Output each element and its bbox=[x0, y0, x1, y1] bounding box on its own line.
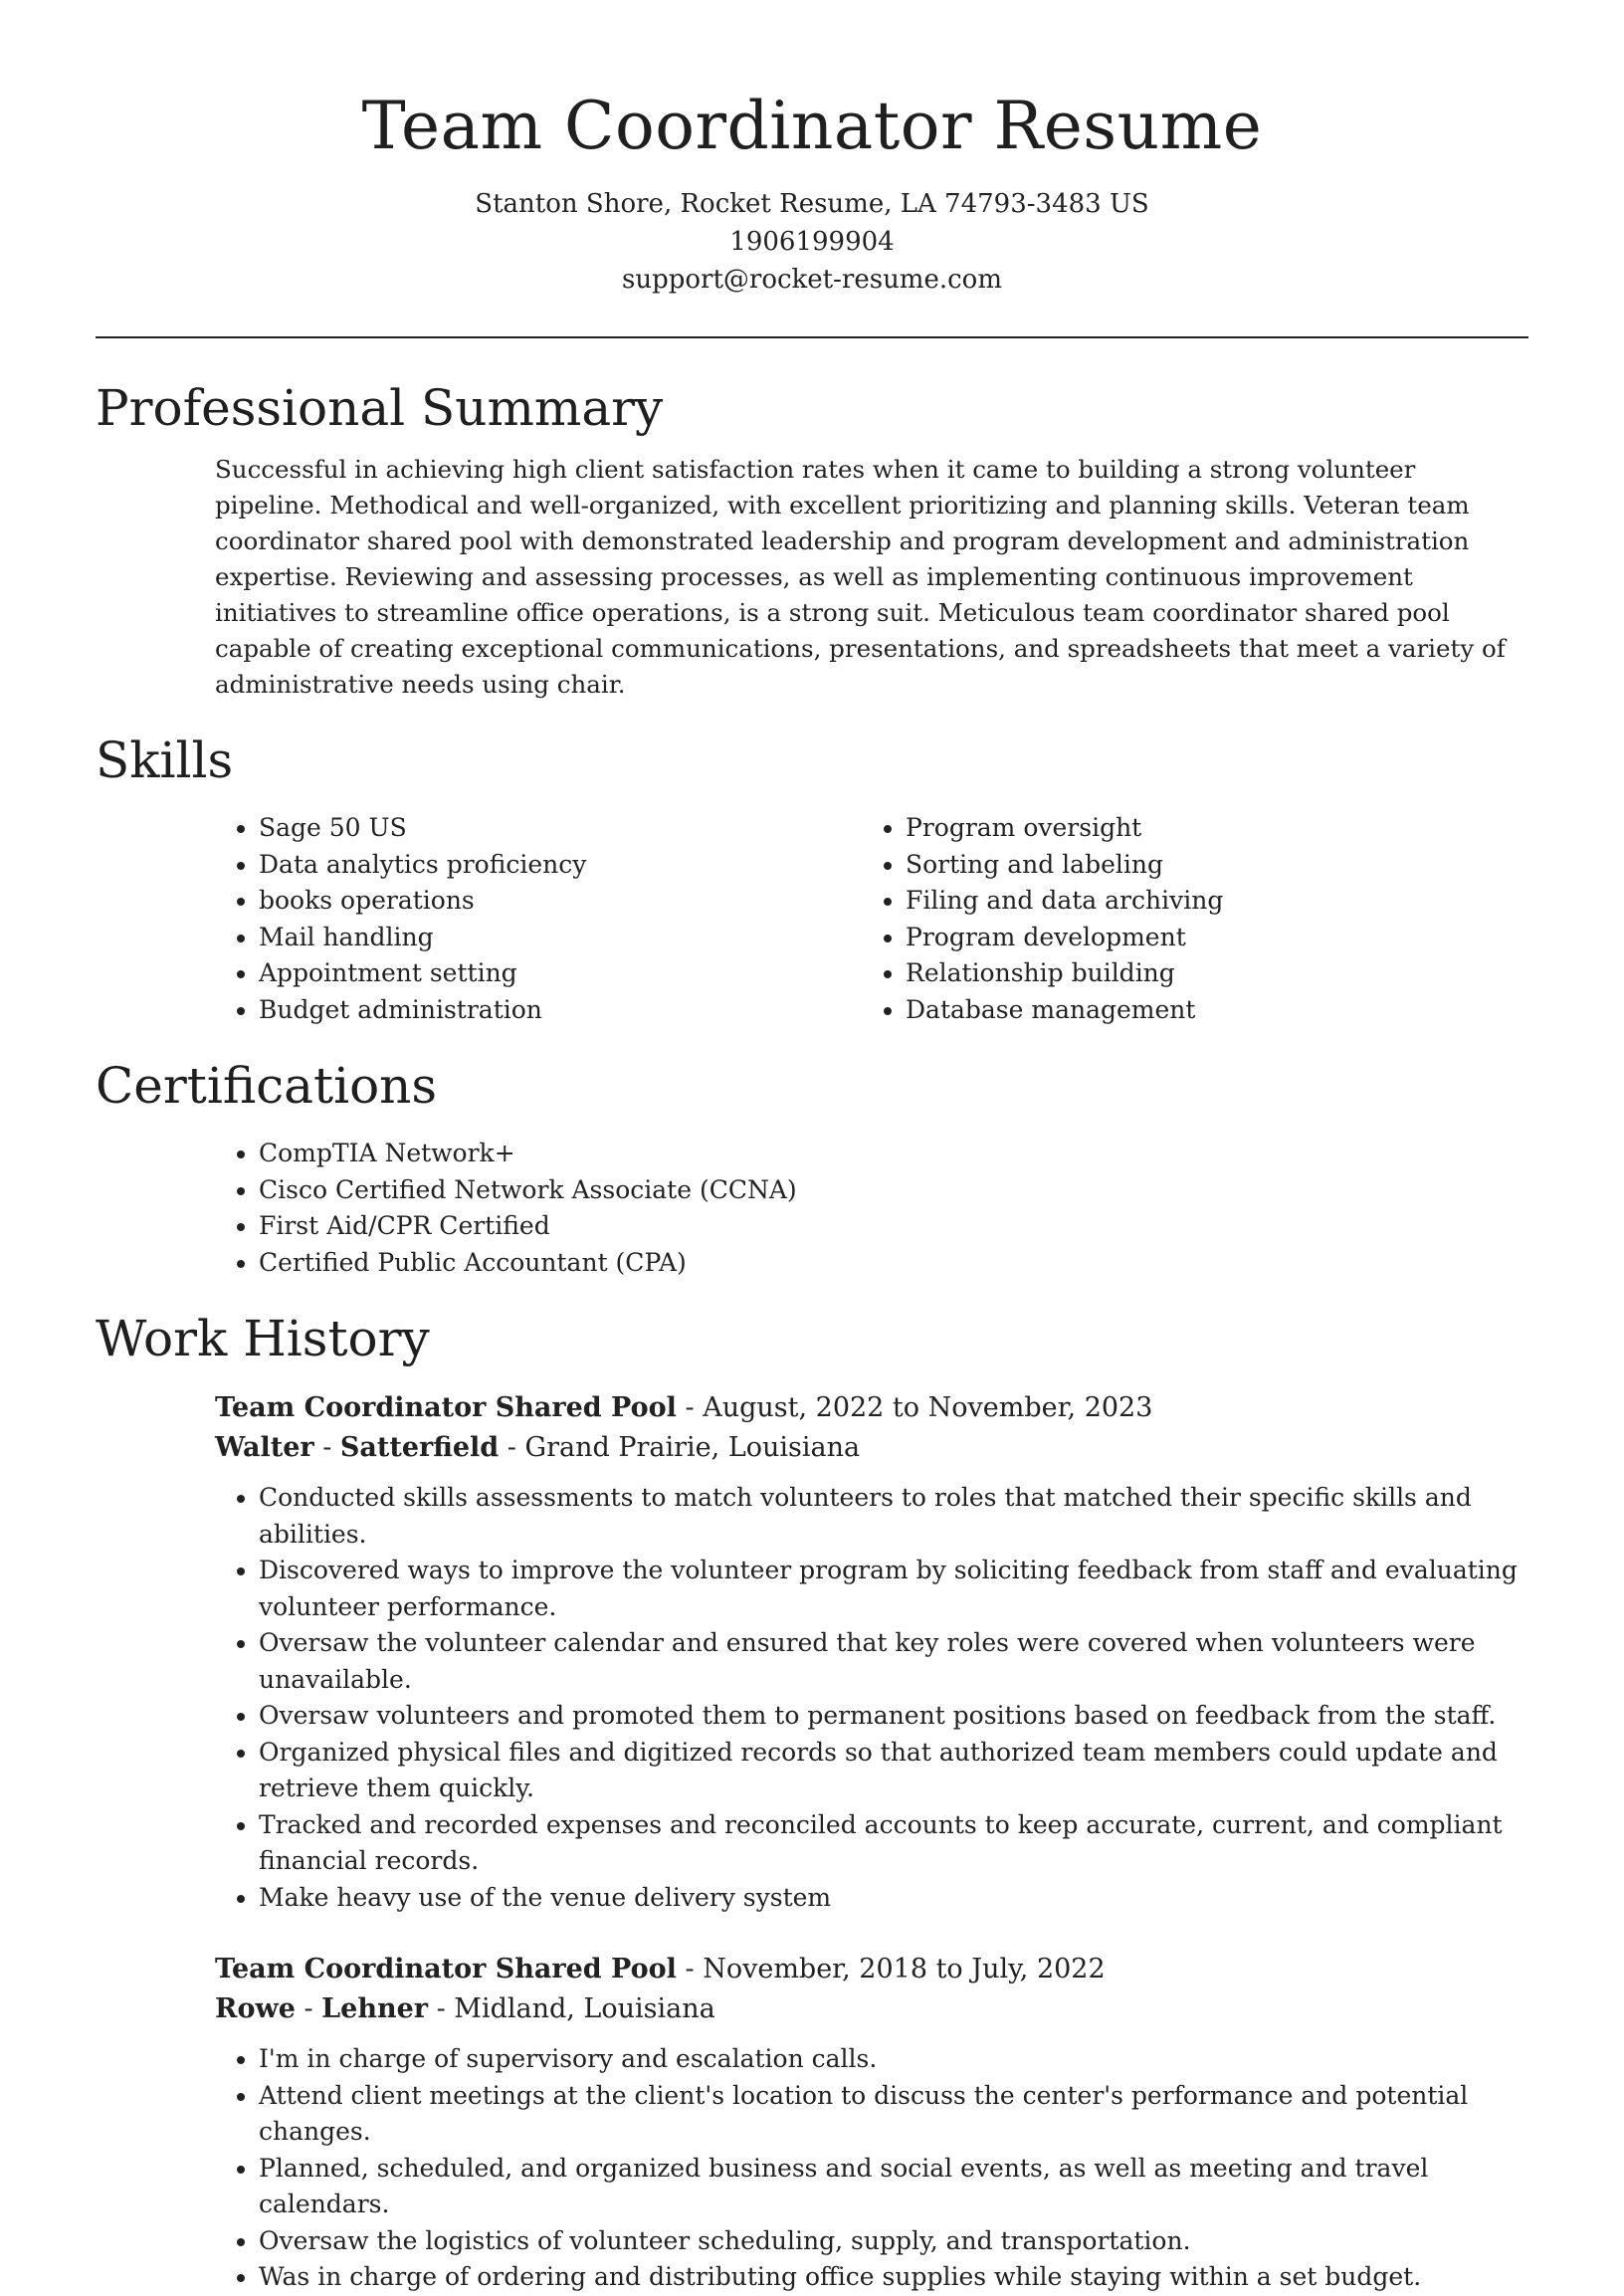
header-divider bbox=[96, 336, 1528, 338]
job-employer-name: Rowe bbox=[215, 1993, 296, 2024]
job-employer-name: Lehner bbox=[321, 1993, 428, 2024]
certification-item: • Cisco Certified Network Associate (CCNA) bbox=[259, 1172, 1528, 1209]
summary-text: Successful in achieving high client satisfaction rates when it came to building a strong volunteer pipeline. Methodical and well-organized, with excellent prioritizing and planning skills. Veteran team coordinator shared pool with demonstrated leadership and program development and administration expertise. Reviewing and assessing processes, as well as implementing continuous improvement initiatives to streamline office operations, is a strong suit. Meticulous team coordinator shared pool capable of creating exceptional communications, presentations, and spreadsheets that meet a variety of administrative needs using chair. bbox=[215, 455, 1506, 699]
resume-header bbox=[96, 0, 1528, 299]
job-separator: - bbox=[295, 1993, 322, 2024]
skill-item: • Sage 50 US bbox=[259, 810, 862, 847]
skill-item: • Relationship building bbox=[906, 955, 1509, 992]
job-separator: - bbox=[313, 1432, 340, 1463]
job-employer-name: Walter bbox=[215, 1432, 314, 1463]
job-separator: - bbox=[676, 1392, 704, 1423]
job-duty: • Was in charge of ordering and distributing office supplies while staying within a set budget. bbox=[259, 2259, 1528, 2296]
contact-phone: 1906199904 bbox=[729, 227, 895, 257]
contact-block bbox=[96, 185, 1528, 299]
certification-item: • First Aid/CPR Certified bbox=[259, 1208, 1528, 1245]
certification-item: • CompTIA Network+ bbox=[259, 1136, 1528, 1172]
job-separator: - bbox=[499, 1432, 525, 1463]
certifications-heading: Certifications bbox=[96, 1057, 438, 1115]
job-duty: • Oversaw volunteers and promoted them to permanent positions based on feedback from the staff. bbox=[259, 1698, 1528, 1735]
skill-item: • books operations bbox=[259, 883, 862, 920]
resume-title: Team Coordinator Resume bbox=[361, 88, 1263, 164]
job-title: Team Coordinator Shared Pool bbox=[215, 1392, 677, 1423]
skill-item: • Filing and data archiving bbox=[906, 883, 1509, 920]
skills-heading: Skills bbox=[96, 731, 234, 789]
skill-item: • Program oversight bbox=[906, 810, 1509, 847]
skill-item: • Database management bbox=[906, 992, 1509, 1029]
job-duty: • Planned, scheduled, and organized business and social events, as well as meeting and travel calendars. bbox=[259, 2151, 1528, 2223]
job-duty: • Discovered ways to improve the volunteer program by soliciting feedback from staff and evaluating volunteer performance. bbox=[259, 1553, 1528, 1625]
job-employer-line bbox=[215, 1428, 1528, 1468]
job-duty: • Oversaw the logistics of volunteer scheduling, supply, and transportation. bbox=[259, 2223, 1528, 2260]
job-duty: • Tracked and recorded expenses and reconciled accounts to keep accurate, current, and compliant financial records. bbox=[259, 1807, 1528, 1880]
job-title-line bbox=[215, 1388, 1528, 1428]
work-history-heading: Work History bbox=[96, 1310, 430, 1367]
job-title-line bbox=[215, 1950, 1528, 1989]
skills-columns bbox=[215, 810, 1528, 1028]
job-duty: • I'm in charge of supervisory and escalation calls. bbox=[259, 2041, 1528, 2078]
job-duty: • Conducted skills assessments to match volunteers to roles that matched their specific skills and abilities. bbox=[259, 1480, 1528, 1553]
job-employer-line bbox=[215, 1989, 1528, 2029]
job-duty: • Oversaw the volunteer calendar and ensured that key roles were covered when volunteers were unavailable. bbox=[259, 1625, 1528, 1698]
job-title: Team Coordinator Shared Pool bbox=[215, 1954, 677, 1984]
job-duty: • Make heavy use of the venue delivery system bbox=[259, 1880, 1528, 1917]
job-duty: • Attend client meetings at the client's location to discuss the center's performance and potential changes. bbox=[259, 2078, 1528, 2151]
certification-item: • Certified Public Accountant (CPA) bbox=[259, 1245, 1528, 1282]
certifications-list bbox=[215, 1136, 1528, 1281]
job-location: Grand Prairie, Louisiana bbox=[524, 1432, 861, 1463]
job-location: Midland, Louisiana bbox=[454, 1993, 715, 2024]
resume-page bbox=[96, 0, 1528, 2296]
job-entry bbox=[215, 1950, 1528, 2296]
contact-address: Stanton Shore, Rocket Resume, LA 74793-3483 US bbox=[475, 189, 1149, 219]
job-dates: November, 2018 to July, 2022 bbox=[703, 1954, 1106, 1984]
job-entry bbox=[215, 1388, 1528, 1916]
job-employer-name: Satterfield bbox=[339, 1432, 500, 1463]
job-duty: • Organized physical files and digitized records so that authorized team members could update and retrieve them quickly. bbox=[259, 1735, 1528, 1807]
job-separator: - bbox=[676, 1954, 704, 1984]
skill-item: • Appointment setting bbox=[259, 955, 862, 992]
contact-email: support@rocket-resume.com bbox=[621, 265, 1002, 295]
skill-item: • Sorting and labeling bbox=[906, 847, 1509, 884]
skill-item: • Mail handling bbox=[259, 920, 862, 956]
job-duties-list bbox=[215, 1480, 1528, 1916]
skill-item: • Budget administration bbox=[259, 992, 862, 1029]
job-duties-list bbox=[215, 2041, 1528, 2296]
job-separator: - bbox=[428, 1993, 455, 2024]
skills-list-left bbox=[215, 810, 862, 1028]
skills-list-right bbox=[862, 810, 1509, 1028]
summary-heading: Professional Summary bbox=[96, 379, 664, 437]
job-dates: August, 2022 to November, 2023 bbox=[703, 1392, 1153, 1423]
skill-item: • Program development bbox=[906, 920, 1509, 956]
skill-item: • Data analytics proficiency bbox=[259, 847, 862, 884]
